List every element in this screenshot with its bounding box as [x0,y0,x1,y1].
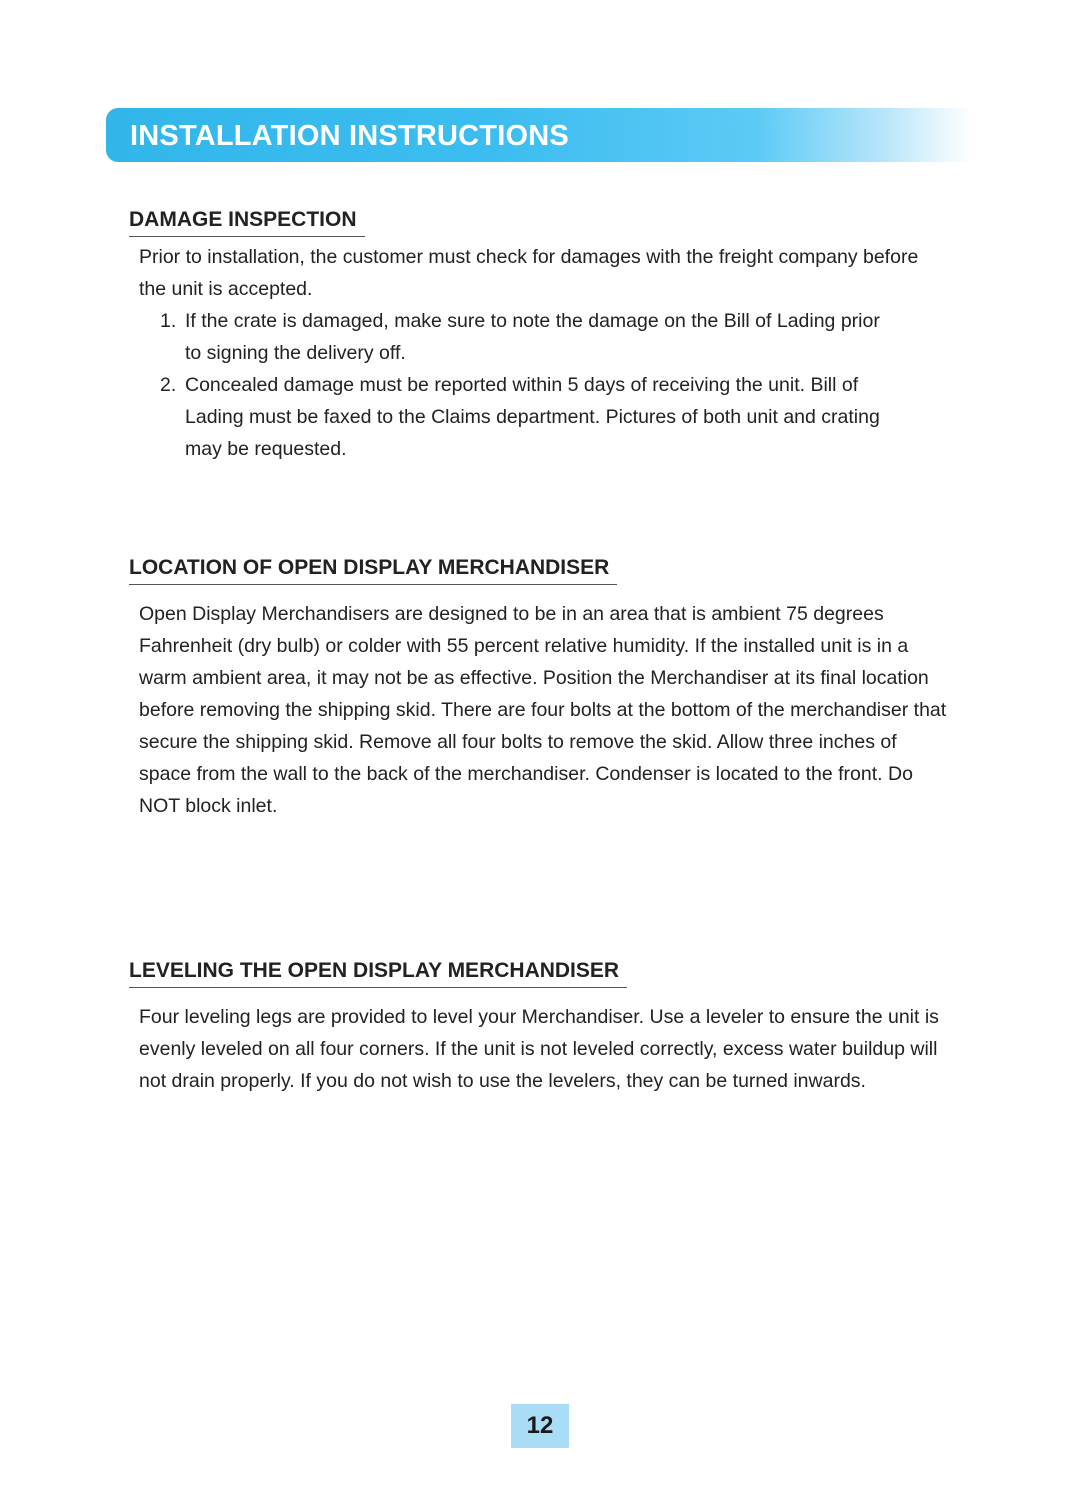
list-item-text: If the crate is damaged, make sure to note the damage on the Bill of Lading prior to signing the delivery off. [185,310,880,364]
section-heading-location: LOCATION OF OPEN DISPLAY MERCHANDISER [129,554,617,585]
leveling-body: Four leveling legs are provided to level your Merchandiser. Use a leveler to ensure the unit is evenly leveled on all four corners. If the unit is not leveled correctly, excess water buildup will not drain properly. If you do not wish to use the levelers, they can be turned inwards. [139,1006,939,1092]
list-item [160,305,880,369]
header-banner [106,108,972,162]
section-heading-damage-inspection: DAMAGE INSPECTION [129,206,365,237]
page-number: 12 [511,1404,569,1448]
section-heading-leveling: LEVELING THE OPEN DISPLAY MERCHANDISER [129,957,627,988]
list-item-number: 2. [160,374,177,396]
damage-inspection-list [160,305,880,465]
list-item [160,369,880,465]
damage-inspection-intro: Prior to installation, the customer must check for damages with the freight company before the unit is accepted. [139,246,919,300]
page-title: INSTALLATION INSTRUCTIONS [130,120,569,152]
list-item-number: 1. [160,310,177,332]
list-item-text: Concealed damage must be reported within 5 days of receiving the unit. Bill of Lading must be faxed to the Claims department. Pictures of both unit and crating may be requested. [185,374,880,460]
location-body: Open Display Merchandisers are designed to be in an area that is ambient 75 degrees Fahrenheit (dry bulb) or colder with 55 percent relative humidity. If the installed unit is in a warm ambient area, it may not be as effective. Position the Merchandiser at its final location before removing the shipping skid. There are four bolts at the bottom of the merchandiser that secure the shipping skid. Remove all four bolts to remove the skid. Allow three inches of space from the wall to the back of the merchandiser. Condenser is located to the front. Do NOT block inlet. [139,603,947,817]
